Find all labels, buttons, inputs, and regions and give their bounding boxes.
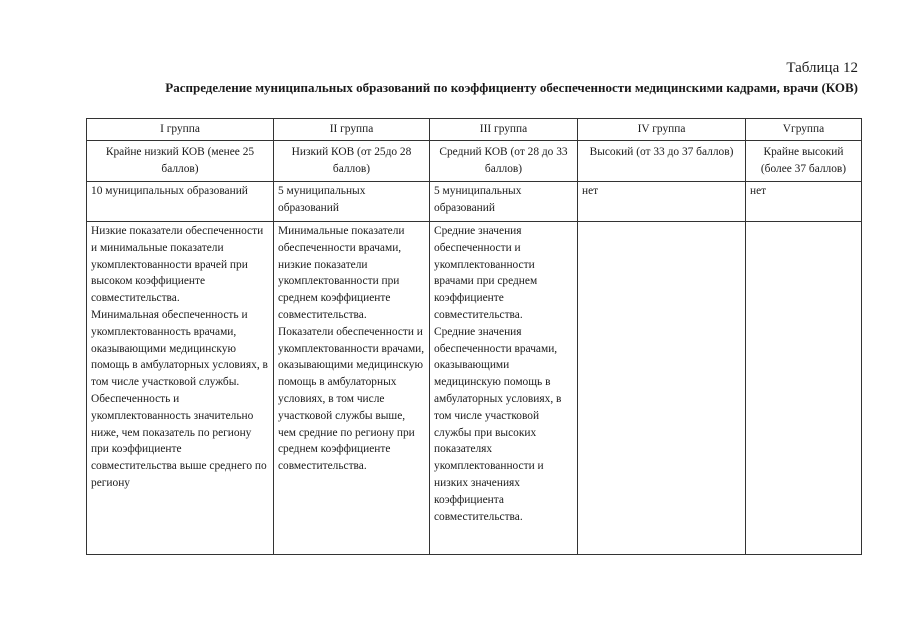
table-caption: Таблица 12 xyxy=(786,60,858,76)
description-text: Обеспеченность и укомплектованность значительно ниже, чем показатель по региону при коэффициенте совместительства выше среднего по региону xyxy=(91,392,267,489)
description-text: Показатели обеспеченности и укомплектованности врачами, оказывающими медицинскую помощь в амбулаторных условиях, в том числе участковой службы выше, чем средние по региону при среднем коэффициенте совместительства. xyxy=(278,325,425,473)
kov-distribution-table xyxy=(86,118,862,555)
count-cell: 5 муниципальных образований xyxy=(430,182,578,222)
range-cell: Низкий КОВ (от 25до 28 баллов) xyxy=(274,141,430,182)
count-cell: 10 муниципальных образований xyxy=(87,182,274,222)
group-header: III группа xyxy=(430,119,578,141)
description-cell xyxy=(430,222,578,555)
range-cell: Крайне низкий КОВ (менее 25 баллов) xyxy=(87,141,274,182)
description-cell xyxy=(578,222,746,555)
range-cell: Крайне высокий (более 37 баллов) xyxy=(746,141,862,182)
description-cell xyxy=(746,222,862,555)
count-row xyxy=(87,182,862,222)
description-text: Низкие показатели обеспеченности и минимальные показатели укомплектованности врачей при высоком коэффициенте совместительства. xyxy=(91,225,264,305)
group-header: I группа xyxy=(87,119,274,141)
description-row xyxy=(87,222,862,555)
description-cell xyxy=(87,222,274,555)
count-cell: нет xyxy=(746,182,862,222)
range-row xyxy=(87,141,862,182)
range-cell: Средний КОВ (от 28 до 33 баллов) xyxy=(430,141,578,182)
count-cell: нет xyxy=(578,182,746,222)
group-header: II группа xyxy=(274,119,430,141)
description-text: Средние значения обеспеченности врачами, оказывающими медицинскую помощь в амбулаторных условиях, в том числе участковой службы при высоких показателях укомплектованности и низких значениях коэффициента совместительства. xyxy=(434,325,562,523)
group-header: IV группа xyxy=(578,119,746,141)
range-cell: Высокий (от 33 до 37 баллов) xyxy=(578,141,746,182)
description-cell xyxy=(274,222,430,555)
table-title: Распределение муниципальных образований по коэффициенту обеспеченности медицинскими кадрами, врачи (КОВ) xyxy=(165,80,858,95)
count-cell: 5 муниципальных образований xyxy=(274,182,430,222)
description-text: Минимальные показатели обеспеченности врачами, низкие показатели укомплектованности при среднем коэффициенте совместительства. xyxy=(278,225,405,321)
description-text: Средние значения обеспеченности и укомплектованности врачами при среднем коэффициенте совместительства. xyxy=(434,225,538,321)
table-header-row xyxy=(87,119,862,141)
group-header: Vгруппа xyxy=(746,119,862,141)
description-text: Минимальная обеспеченность и укомплектованность врачами, оказывающими медицинскую помощь в амбулаторных условиях, в том числе участковой службы. xyxy=(91,308,268,389)
